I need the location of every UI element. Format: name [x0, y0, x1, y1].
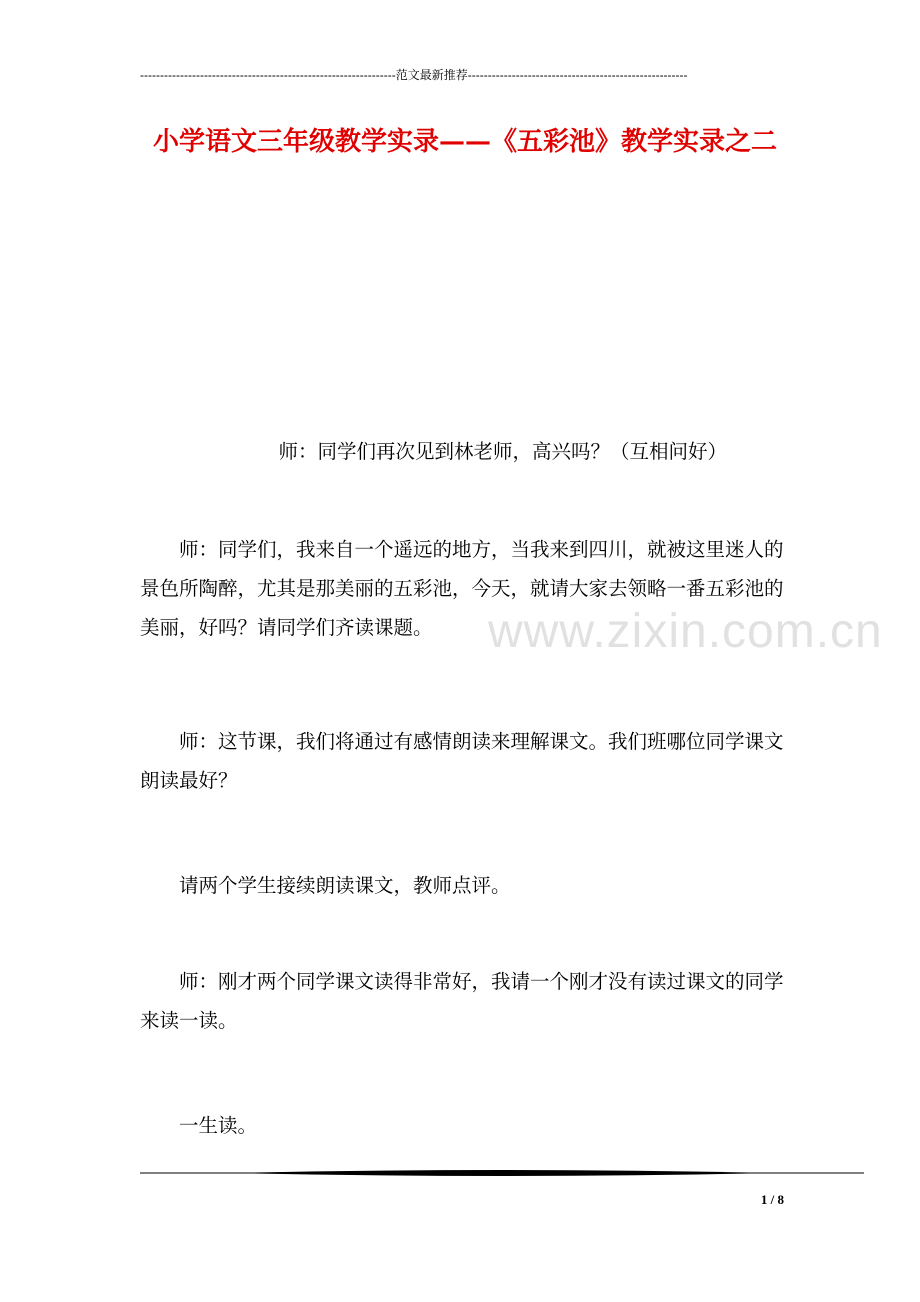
paragraph-3: 师：这节课，我们将通过有感情朗读来理解课文。我们班哪位同学课文朗读最好？	[140, 730, 784, 792]
paragraph-2: 师：同学们，我来自一个遥远的地方，当我来到四川，就被这里迷人的景色所陶醉，尤其是那美丽的五彩池，今天，就请大家去领略一番五彩池的美丽，好吗？请同学们齐读课题。	[140, 538, 784, 639]
header-banner: ----------------------------------------------------------------范文最新推荐-------------------------------------------------------	[140, 68, 688, 82]
paragraph-1: 师：同学们再次见到林老师，高兴吗？（互相问好）	[278, 440, 727, 463]
document-title: 小学语文三年级教学实录——《五彩池》教学实录之二	[152, 127, 777, 157]
paragraph-4: 请两个学生接续朗读课文，教师点评。	[179, 874, 511, 897]
paragraph-6: 一生读。	[179, 1114, 258, 1137]
page-number: 1 / 8	[760, 1192, 784, 1207]
footer-divider	[140, 1164, 864, 1182]
watermark-logo: www.zixin.com.cn	[488, 605, 883, 658]
paragraph-5: 师：刚才两个同学课文读得非常好，我请一个刚才没有读过课文的同学来读一读。	[140, 970, 784, 1032]
